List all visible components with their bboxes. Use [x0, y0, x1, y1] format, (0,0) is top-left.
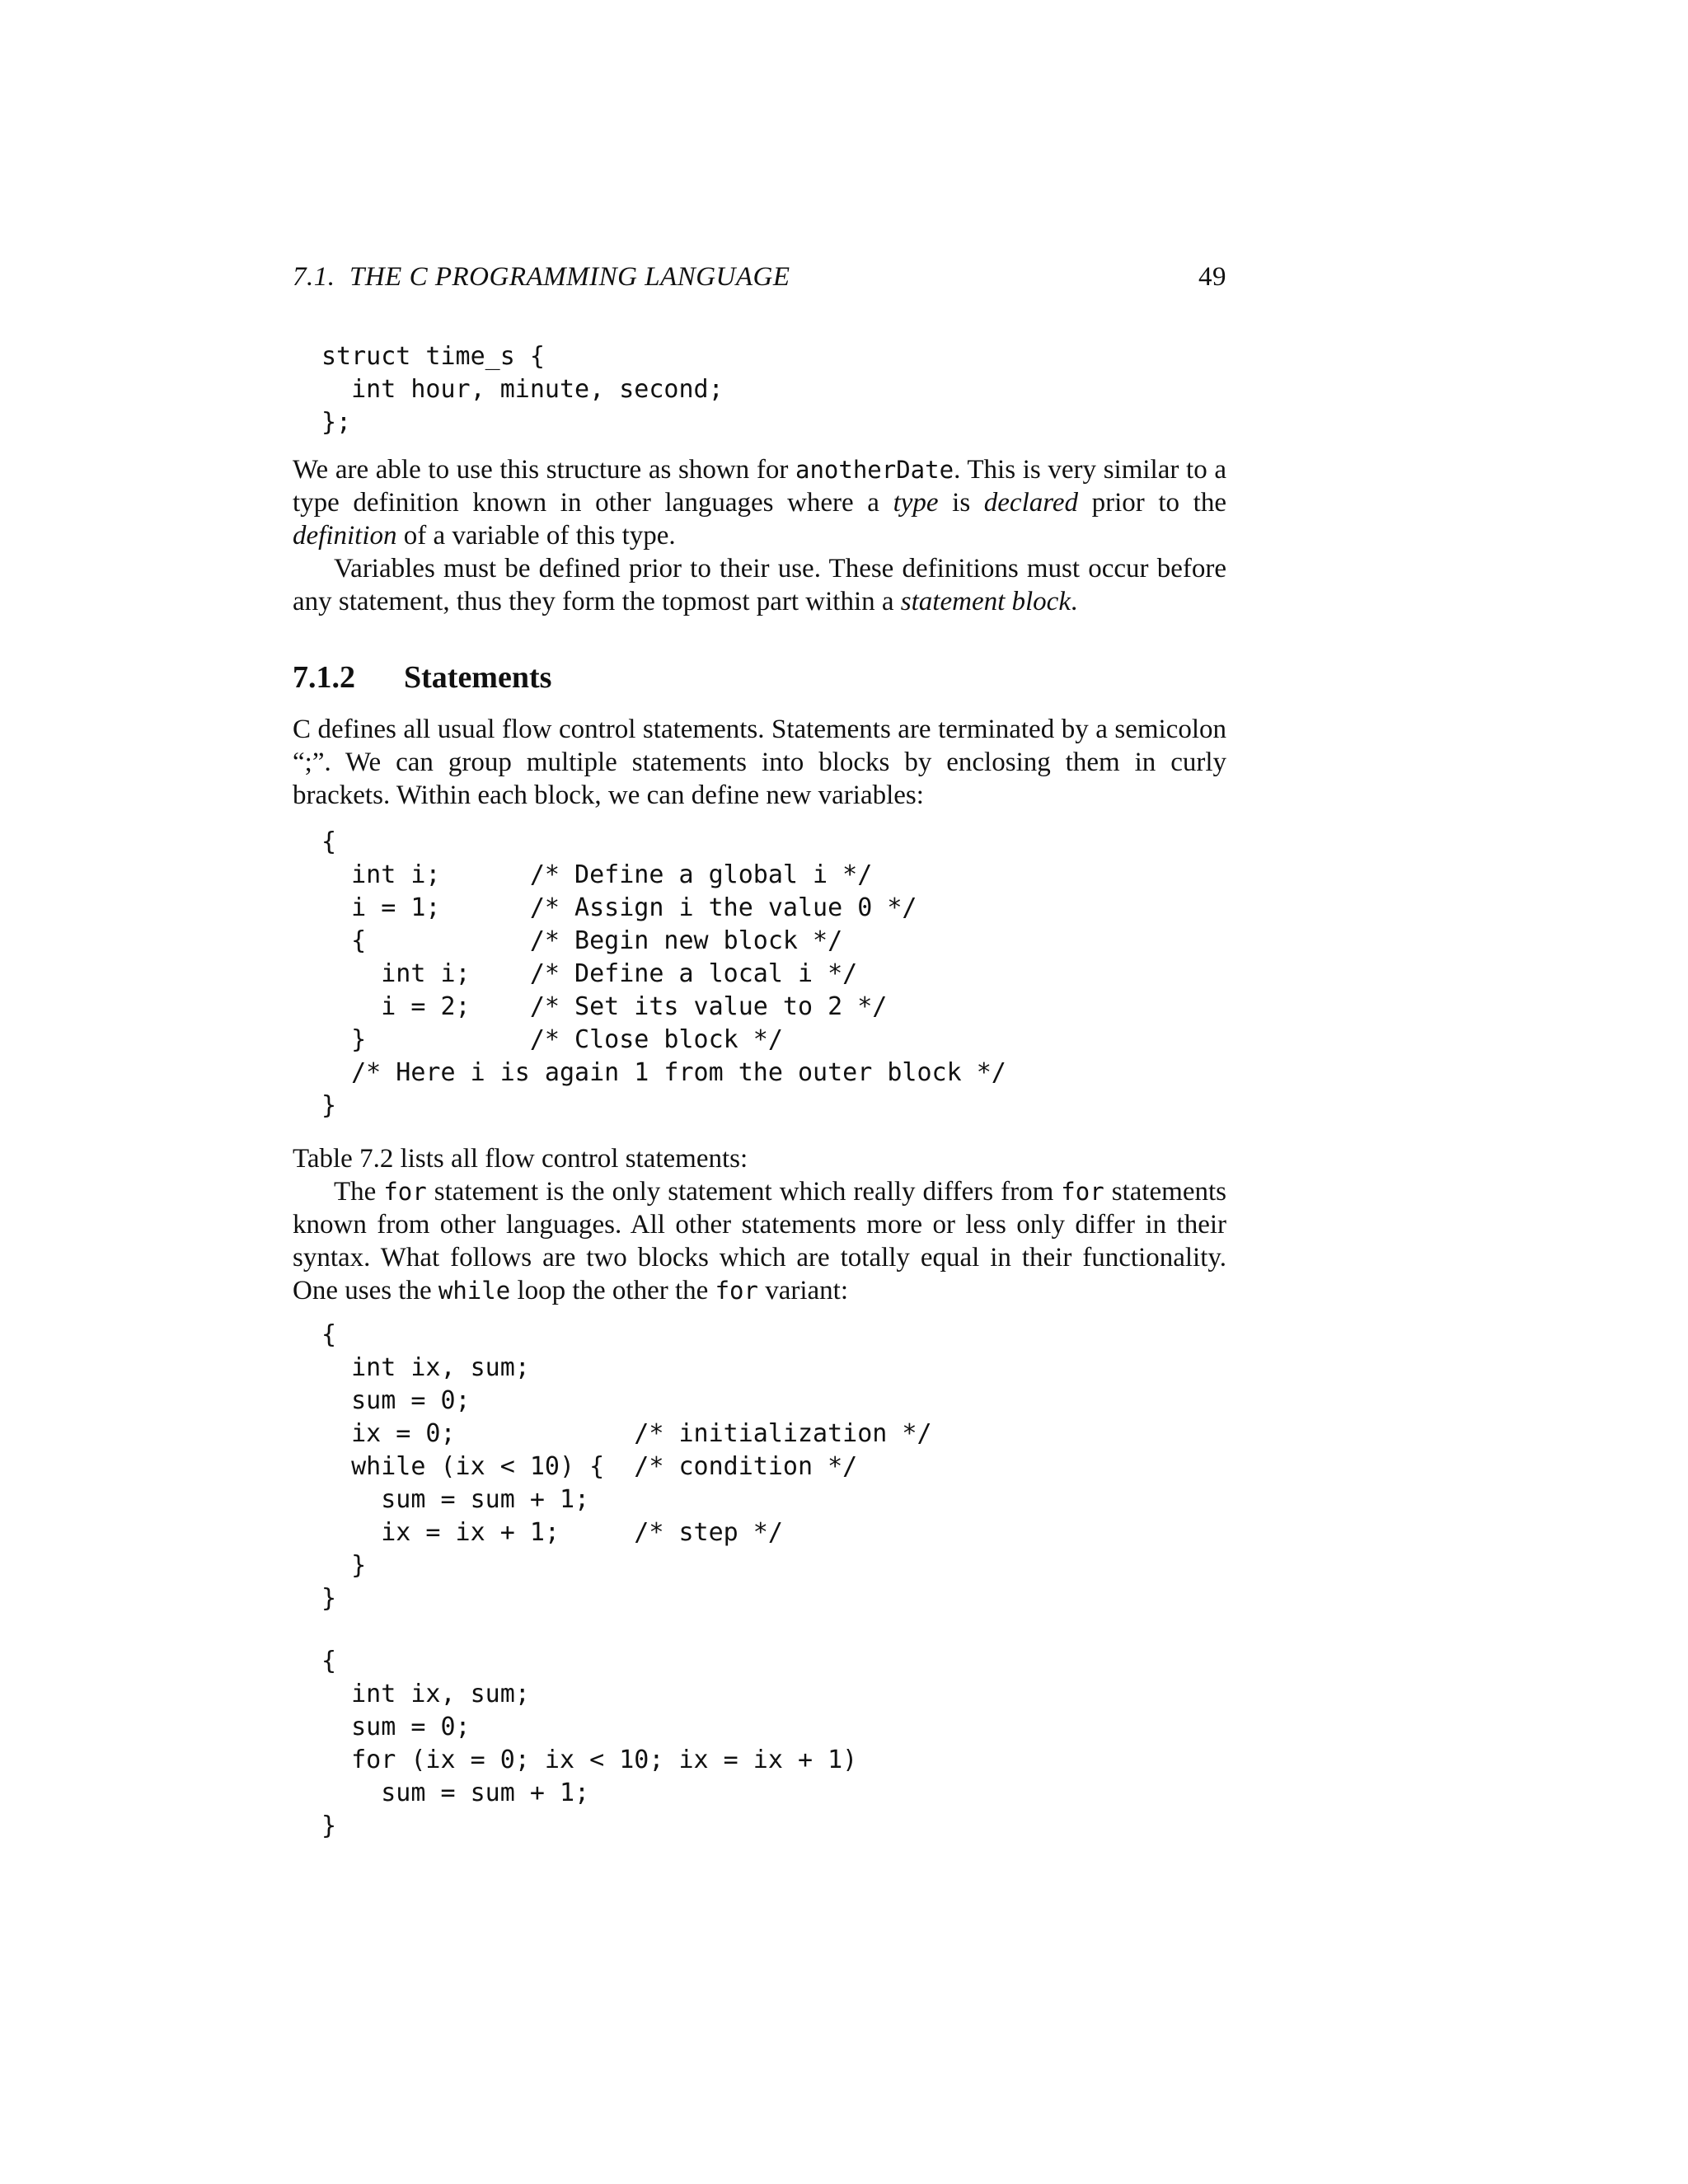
code-block-while-loop: { int ix, sum; sum = 0; ix = 0; /* initialization */ while (ix < 10) { /* condition */ sum = sum + 1; ix = ix + 1; /* step */ } }	[321, 1320, 932, 1613]
inline-code: for	[1061, 1178, 1104, 1206]
inline-code: anotherDate	[795, 456, 954, 484]
page-number: 49	[1198, 262, 1226, 292]
inline-code: while	[438, 1277, 511, 1305]
running-header	[293, 262, 1226, 298]
paragraph-struct-usage	[293, 453, 1226, 618]
section-heading	[293, 659, 551, 696]
section-number: 7.1.2	[293, 660, 355, 695]
inline-code: for	[383, 1178, 427, 1206]
section-title: Statements	[404, 660, 552, 695]
inline-code: for	[715, 1277, 758, 1305]
code-block-scope-example: { int i; /* Define a global i */ i = 1; /* Assign i the value 0 */ { /* Begin new block */ int i; /* Define a local i */ i = 2; /* Set its value to 2 */ } /* Close block */ /* Here i is again 1 from the outer block */ }	[321, 827, 1006, 1120]
code-struct-time: struct time_s { int hour, minute, second; };	[321, 342, 724, 437]
paragraph-text: The for statement is the only statement which really differs from for statements known from other languages. All other statements more or less only differ in their syntax. What follows are two blocks which are totally equal in their functionality. One uses the while loop the other the for variant:	[293, 1177, 1226, 1305]
paragraph-text: We are able to use this structure as shown for anotherDate. This is very similar to a type definition known in other languages where a type is declared prior to the definition of a variable of this type.	[293, 455, 1227, 551]
paragraph-flow-control	[293, 1142, 1226, 1307]
running-title: 7.1. THE C PROGRAMMING LANGUAGE	[293, 262, 790, 292]
paragraph-text: Table 7.2 lists all flow control statements:	[293, 1144, 748, 1174]
paragraph-text: Variables must be defined prior to their use. These definitions must occur before any statement, thus they form the topmost part within a statement block.	[293, 554, 1226, 616]
paragraph-statements-intro: C defines all usual flow control statements. Statements are terminated by a semicolon “;”. We can group multiple statements into blocks by enclosing them in curly brackets. Within each block, we can define new variables:	[293, 715, 1226, 810]
code-block-for-loop: { int ix, sum; sum = 0; for (ix = 0; ix < 10; ix = ix + 1) sum = sum + 1; }	[321, 1647, 858, 1840]
